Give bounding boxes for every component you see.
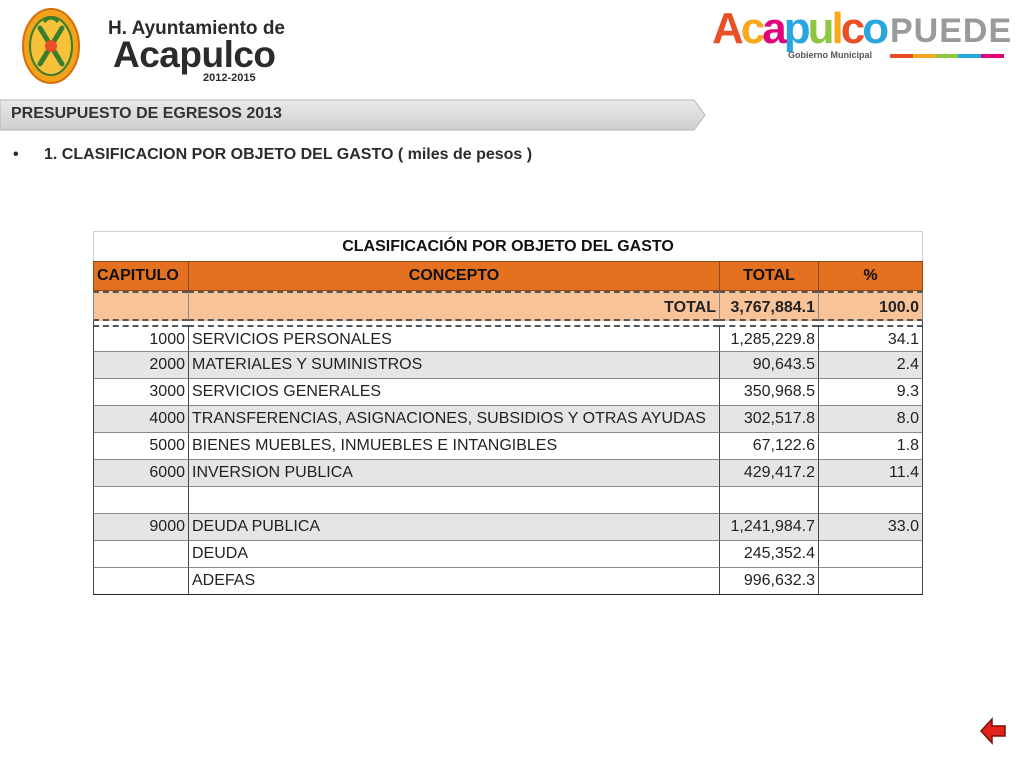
cell-capitulo: 6000 [93, 460, 188, 487]
cell-total: 302,517.8 [719, 406, 818, 433]
org-name-line1: H. Ayuntamiento de [108, 18, 285, 39]
table-row [93, 379, 923, 406]
table-row [93, 460, 923, 487]
brand-wordmark [712, 4, 886, 54]
cell-total: 67,122.6 [719, 433, 818, 460]
cell-capitulo [93, 487, 188, 514]
cell-capitulo: 3000 [93, 379, 188, 406]
table-row [93, 325, 923, 352]
municipal-seal-logo [22, 8, 80, 84]
brand-letter: A [712, 4, 741, 53]
header-concepto: CONCEPTO [188, 261, 719, 291]
cell-total: 245,352.4 [719, 541, 818, 568]
total-row-amount: 3,767,884.1 [719, 291, 818, 321]
brand-letter: l [831, 4, 841, 53]
cell-capitulo: 1000 [93, 325, 188, 352]
cell-total: 90,643.5 [719, 352, 818, 379]
cell-capitulo: 9000 [93, 514, 188, 541]
cell-concepto: SERVICIOS PERSONALES [188, 325, 719, 352]
cell-percent: 8.0 [818, 406, 923, 433]
table-caption: CLASIFICACIÓN POR OBJETO DEL GASTO [93, 231, 923, 261]
back-arrow-icon[interactable] [980, 716, 1006, 746]
header-capitulo: CAPITULO [93, 261, 188, 291]
cell-percent: 33.0 [818, 514, 923, 541]
table-row [93, 352, 923, 379]
brand-puede-text: PUEDE [890, 12, 1013, 50]
cell-percent: 34.1 [818, 325, 923, 352]
total-row-capitulo [93, 291, 188, 321]
cell-concepto: DEUDA [188, 541, 719, 568]
total-row [93, 291, 923, 321]
brand-subtitle: Gobierno Municipal [788, 50, 873, 60]
total-row-percent: 100.0 [818, 291, 923, 321]
cell-concepto: DEUDA PUBLICA [188, 514, 719, 541]
total-row-label: TOTAL [188, 291, 719, 321]
cell-percent [818, 541, 923, 568]
cell-percent [818, 568, 923, 595]
cell-concepto [188, 487, 719, 514]
cell-percent: 1.8 [818, 433, 923, 460]
cell-total: 429,417.2 [719, 460, 818, 487]
org-name-city: Acapulco [113, 34, 276, 75]
cell-capitulo: 2000 [93, 352, 188, 379]
cell-concepto: INVERSION PUBLICA [188, 460, 719, 487]
cell-capitulo: 4000 [93, 406, 188, 433]
brand-color-stripes [890, 54, 1004, 58]
bullet-symbol: • [13, 146, 19, 163]
page-title: PRESUPUESTO DE EGRESOS 2013 [11, 105, 282, 122]
brand-letter: u [807, 4, 832, 53]
cell-percent [818, 487, 923, 514]
cell-concepto: ADEFAS [188, 568, 719, 595]
header-percent: % [818, 261, 923, 291]
cell-capitulo: 5000 [93, 433, 188, 460]
brand-letter: c [840, 4, 863, 53]
table-row [93, 541, 923, 568]
cell-concepto: BIENES MUEBLES, INMUEBLES E INTANGIBLES [188, 433, 719, 460]
brand-letter: p [783, 4, 808, 53]
cell-total: 350,968.5 [719, 379, 818, 406]
acapulco-puede-logo [712, 4, 1012, 70]
header-total: TOTAL [719, 261, 818, 291]
cell-total [719, 487, 818, 514]
cell-concepto: MATERIALES Y SUMINISTROS [188, 352, 719, 379]
table-row-empty [93, 487, 923, 514]
cell-percent: 2.4 [818, 352, 923, 379]
cell-total: 1,285,229.8 [719, 325, 818, 352]
cell-concepto: TRANSFERENCIAS, ASIGNACIONES, SUBSIDIOS Y OTRAS AYUDAS [188, 406, 719, 433]
table-body [93, 325, 923, 595]
org-term-years: 2012-2015 [203, 72, 256, 84]
cell-total: 996,632.3 [719, 568, 818, 595]
brand-letter: a [762, 4, 784, 53]
cell-capitulo [93, 541, 188, 568]
table-row [93, 433, 923, 460]
cell-total: 1,241,984.7 [719, 514, 818, 541]
section-heading [13, 146, 532, 164]
cell-percent: 11.4 [818, 460, 923, 487]
budget-table [93, 231, 923, 595]
table-row [93, 568, 923, 595]
table-row [93, 406, 923, 433]
brand-letter: o [862, 4, 887, 53]
cell-capitulo [93, 568, 188, 595]
table-row [93, 514, 923, 541]
cell-concepto: SERVICIOS GENERALES [188, 379, 719, 406]
cell-percent: 9.3 [818, 379, 923, 406]
brand-letter: c [740, 4, 763, 53]
table-header-row [93, 261, 923, 291]
section-heading-text: 1. CLASIFICACION POR OBJETO DEL GASTO ( miles de pesos ) [44, 146, 533, 163]
